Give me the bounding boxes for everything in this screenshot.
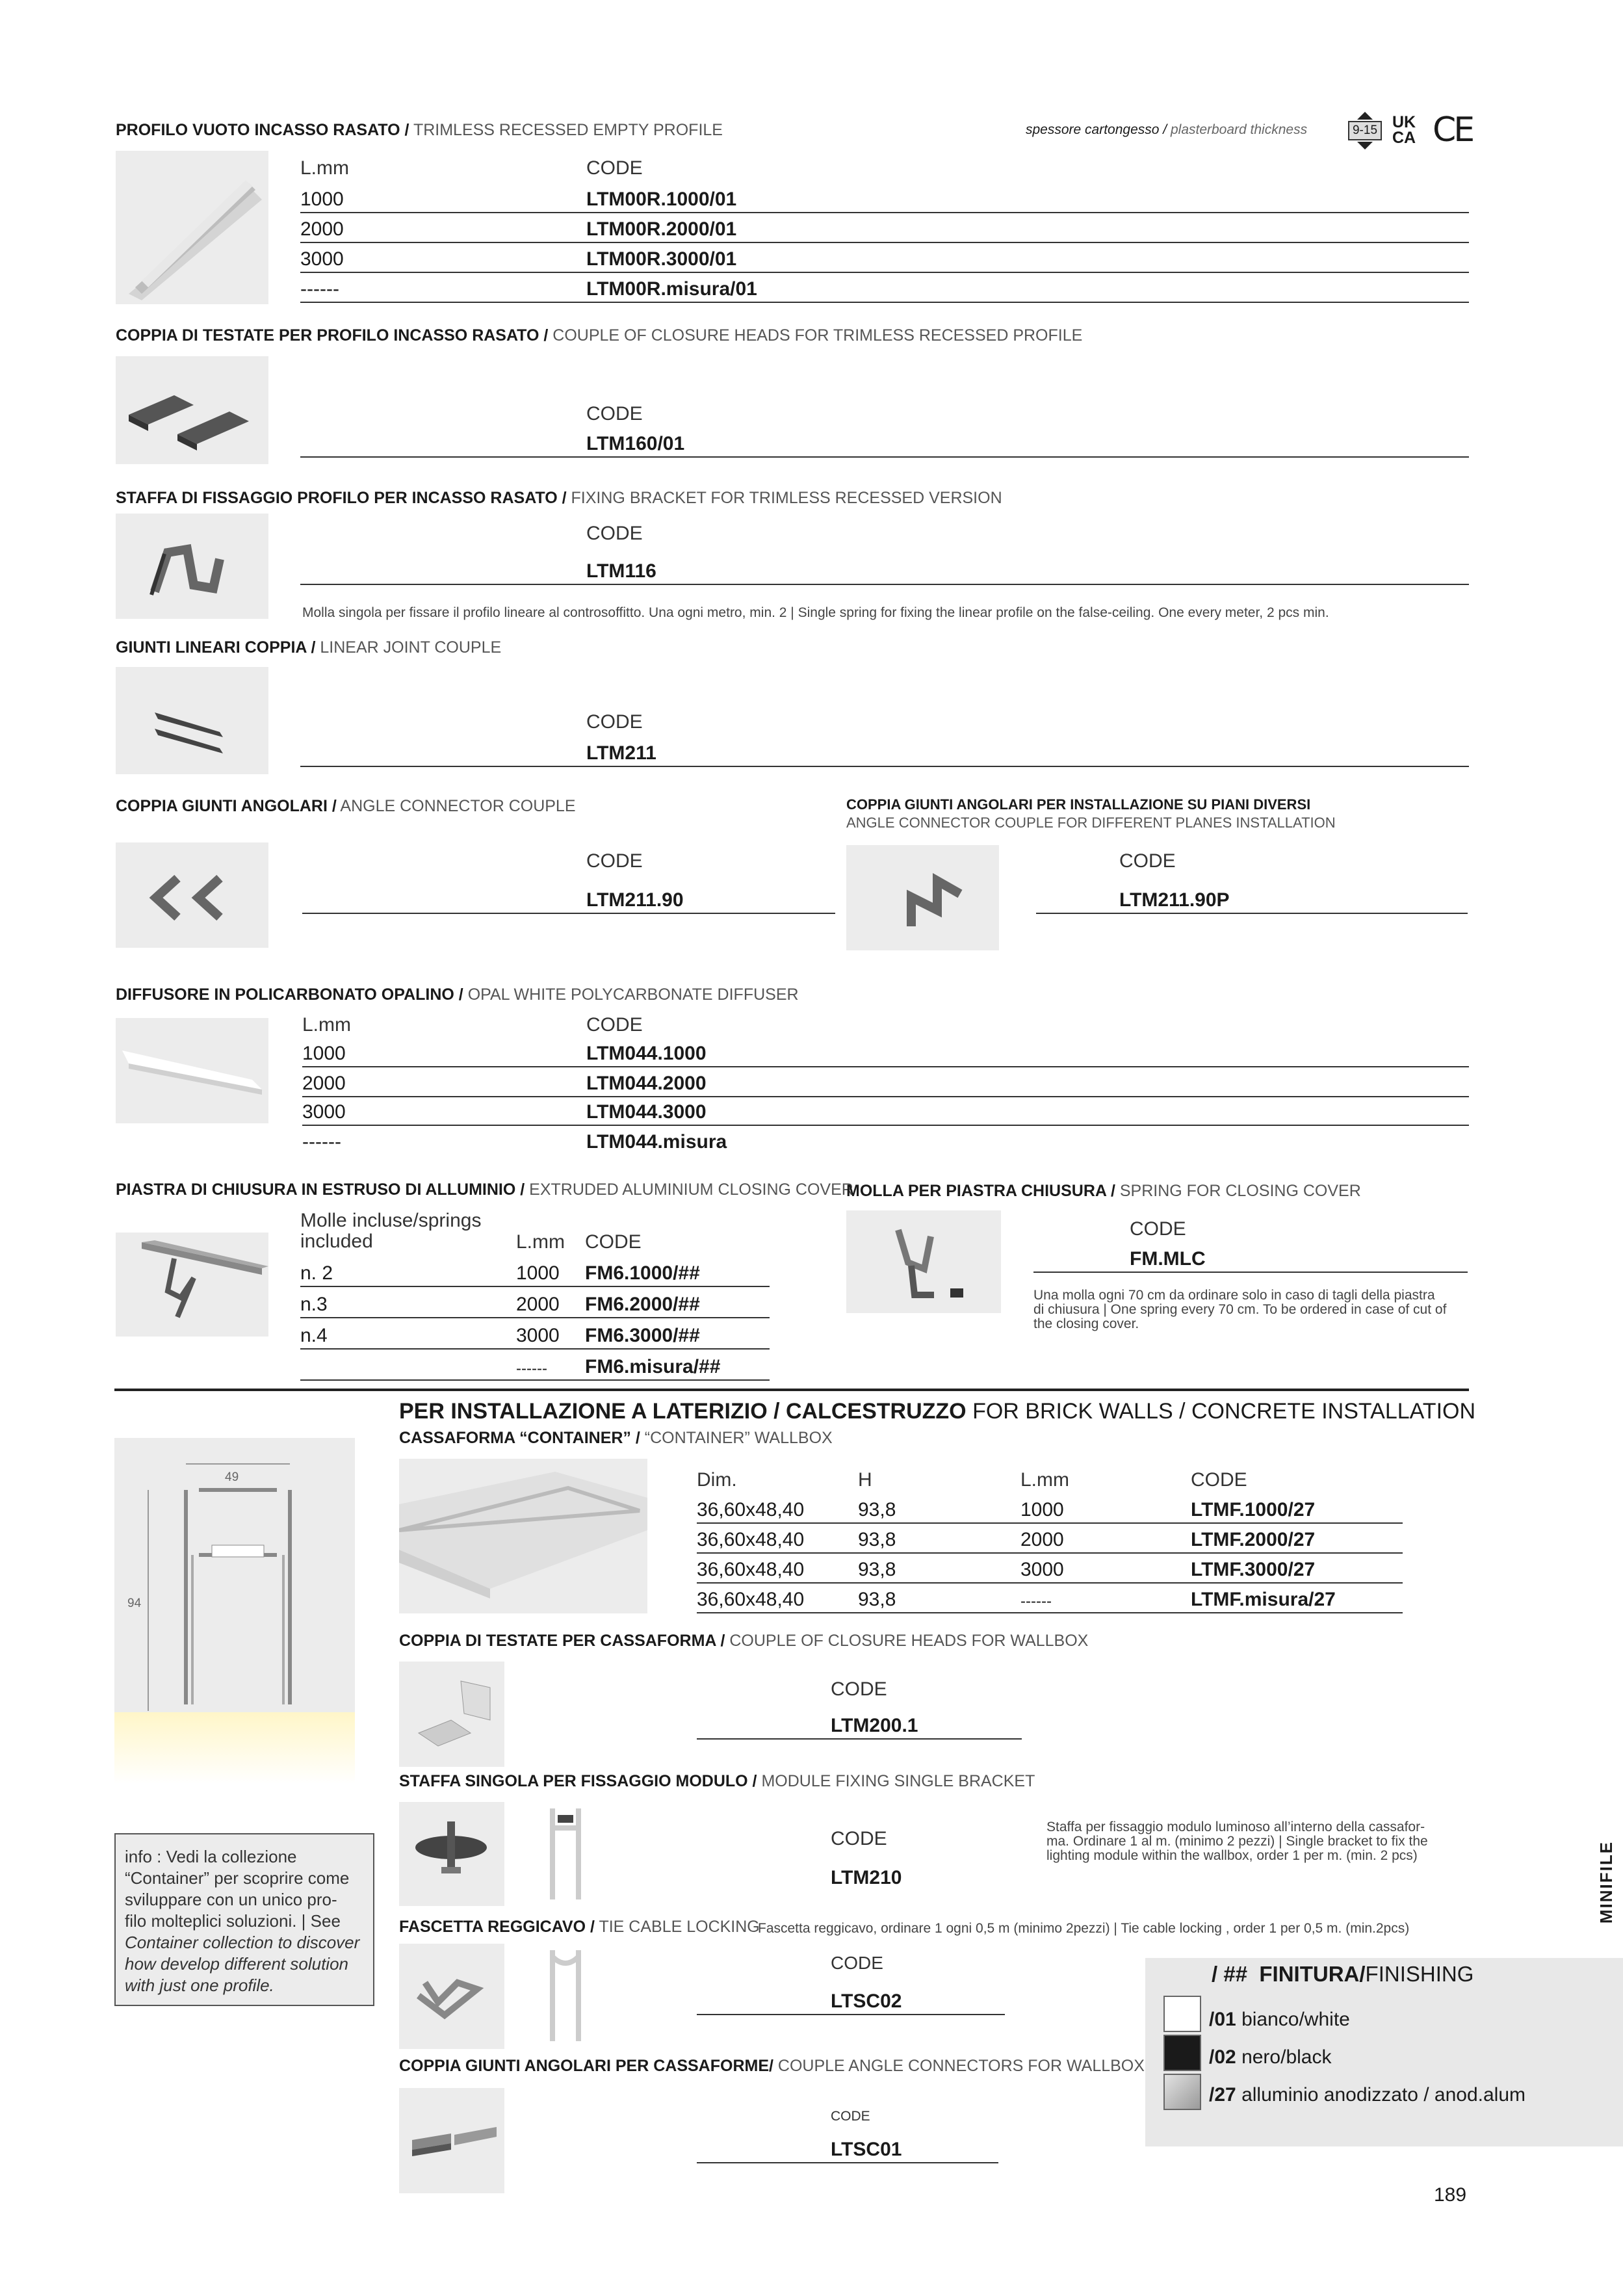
section-heading: COPPIA GIUNTI ANGOLARI / ANGLE CONNECTOR COUPLE [116, 797, 576, 815]
table-row: ------ LTM00R.misura/01 [300, 273, 1469, 303]
table-row: 36,60x48,40 93,8 2000 LTMF.2000/27 [697, 1524, 1403, 1554]
section-heading: CASSAFORMA “CONTAINER” / “CONTAINER” WALLBOX [399, 1429, 833, 1447]
col-code: CODE [586, 523, 643, 544]
table-row: n.4 3000 FM6.3000/## [300, 1318, 770, 1350]
col-h: H [858, 1469, 872, 1491]
section-heading: COPPIA DI TESTATE PER CASSAFORMA / COUPLE OF CLOSURE HEADS FOR WALLBOX [399, 1632, 1089, 1650]
col-length: L.mm [302, 1014, 351, 1036]
dimension-height: 94 [127, 1597, 142, 1610]
tie-cable-drawing [513, 1944, 617, 2049]
thickness-it: spessore cartongesso [1026, 122, 1160, 137]
diffuser-image [116, 1018, 268, 1123]
col-code: CODE [831, 1953, 883, 1973]
ukca-mark: UK CA [1392, 113, 1416, 147]
col-code: CODE [586, 1014, 643, 1036]
col-code: CODE [1191, 1469, 1247, 1491]
table-row: LTM211.90P [1036, 883, 1468, 914]
code-table [300, 185, 1469, 304]
col-code: CODE [586, 850, 643, 872]
swatch-black [1163, 2035, 1201, 2071]
bracket-note: Staffa per fissaggio modulo luminoso all’interno della cassafor- ma. Ordinare 1 al m. (minimo 2 pezzi) | Single bracket to fix the lighting module within the wallbox, order 1 per m. (min. 2 pcs) [1046, 1820, 1428, 1863]
table-row: LTSC01 [697, 2131, 998, 2163]
thickness-en: plasterboard thickness [1170, 122, 1308, 137]
col-code: CODE [831, 1828, 887, 1849]
brick-section-title: PER INSTALLAZIONE A LATERIZIO / CALCESTRUZZO FOR BRICK WALLS / CONCRETE INSTALLATION [399, 1399, 1476, 1424]
angle-connector-image [116, 842, 268, 948]
col-code: CODE [586, 711, 643, 733]
section-divider [114, 1389, 1469, 1391]
arrow-down-icon [1357, 142, 1373, 150]
col-length: L.mm [1020, 1469, 1069, 1491]
code-table [300, 1257, 770, 1381]
bracket-drawing [513, 1802, 617, 1906]
thickness-label: spessore cartongesso / plasterboard thickness [1026, 122, 1308, 137]
table-row: 2000 LTM044.2000 [302, 1067, 1469, 1097]
info-box: info : Vedi la collezione “Container” per scoprire come sviluppare con un unico pro- filo molteplici soluzioni. | See Container collection to discover how develop different solution with just one profile. [114, 1833, 374, 2006]
table-row: LTM211 [300, 737, 1469, 767]
closing-cover-image [116, 1233, 268, 1337]
table-row: FM.MLC [1033, 1243, 1468, 1273]
table-row: LTSC02 [697, 1984, 1005, 2015]
table-row: 3000 LTM00R.3000/01 [300, 243, 1469, 273]
table-row: 2000 LTM00R.2000/01 [300, 213, 1469, 243]
table-row: 36,60x48,40 93,8 3000 LTMF.3000/27 [697, 1554, 1403, 1584]
table-row: LTM116 [300, 554, 1469, 585]
table-row: 1000 LTM044.1000 [302, 1040, 1469, 1067]
col-dim: Dim. [697, 1469, 737, 1491]
table-row: LTM200.1 [697, 1707, 1022, 1740]
wallbox-heads-image [399, 1662, 504, 1767]
angle-connector-planes-image [846, 845, 999, 950]
section-heading: STAFFA SINGOLA PER FISSAGGIO MODULO / MODULE FIXING SINGLE BRACKET [399, 1772, 1035, 1790]
finish-item: /27 alluminio anodizzato / anod.alum [1209, 2084, 1526, 2106]
side-tab-label: MINIFILE [1596, 1840, 1617, 1924]
table-row: ------ FM6.misura/## [300, 1350, 770, 1381]
profile-image [116, 151, 268, 304]
table-row: LTM211.90 [302, 883, 835, 914]
col-code: CODE [831, 1678, 887, 1700]
swatch-aluminium [1163, 2074, 1201, 2110]
swatch-white [1163, 1996, 1201, 2032]
col-springs: Molle incluse/springs included [300, 1210, 482, 1252]
arrow-up-icon [1357, 112, 1373, 120]
table-row: n. 2 1000 FM6.1000/## [300, 1257, 770, 1287]
section-heading: MOLLA PER PIASTRA CHIUSURA / SPRING FOR CLOSING COVER [846, 1182, 1361, 1200]
col-code: CODE [1119, 850, 1176, 872]
section-heading: COPPIA GIUNTI ANGOLARI PER CASSAFORME/ COUPLE ANGLE CONNECTORS FOR WALLBOX [399, 2057, 1145, 2075]
ce-mark: CE [1433, 111, 1473, 150]
section-heading: PIASTRA DI CHIUSURA IN ESTRUSO DI ALLUMINIO / EXTRUDED ALUMINIUM CLOSING COVER [116, 1181, 853, 1199]
table-row: ------ LTM044.misura [302, 1131, 727, 1153]
col-code: CODE [831, 2109, 870, 2124]
table-row: 3000 LTM044.3000 [302, 1097, 1469, 1126]
spring-note: Una molla ogni 70 cm da ordinare solo in caso di tagli della piastra di chiusura | One spring every 70 cm. To be ordered in case of cut of the closing cover. [1033, 1288, 1447, 1331]
section-heading: GIUNTI LINEARI COPPIA / LINEAR JOINT COUPLE [116, 638, 502, 657]
spring-image [846, 1210, 1001, 1313]
fixing-bracket-image [116, 514, 268, 619]
fixing-note: Molla singola per fissare il profilo lineare al controsoffitto. Una ogni metro, min. 2 | Single spring for fixing the linear profile on the false-ceiling. One every meter, 2 pcs min. [302, 605, 1329, 620]
closure-heads-image [116, 356, 268, 464]
col-code: CODE [1130, 1218, 1186, 1240]
table-row: 1000 LTM00R.1000/01 [300, 185, 1469, 213]
table-row: n.3 2000 FM6.2000/## [300, 1287, 770, 1318]
col-length: L.mm [300, 157, 349, 179]
linear-joint-image [116, 667, 268, 774]
thickness-range-badge: 9-15 [1348, 121, 1382, 140]
col-code: CODE [585, 1231, 642, 1253]
page-number: 189 [1434, 2184, 1467, 2206]
dimension-width: 49 [225, 1470, 239, 1484]
section-heading: COPPIA DI TESTATE PER PROFILO INCASSO RASATO / COUPLE OF CLOSURE HEADS FOR TRIMLESS RECESSED PROFILE [116, 326, 1083, 345]
col-length: L.mm [516, 1231, 565, 1253]
wallbox-image [399, 1459, 647, 1613]
module-bracket-image [399, 1802, 504, 1906]
table-row: LTM160/01 [300, 428, 1469, 458]
table-row: LTM210 [831, 1867, 902, 1888]
code-table [697, 1495, 1403, 1613]
section-heading: COPPIA GIUNTI ANGOLARI PER INSTALLAZIONE SU PIANI DIVERSI ANGLE CONNECTOR COUPLE FOR DIFFERENT PLANES INSTALLATION [846, 796, 1336, 831]
section-heading: STAFFA DI FISSAGGIO PROFILO PER INCASSO RASATO / FIXING BRACKET FOR TRIMLESS RECESSED VERSION [116, 489, 1002, 507]
code-table [302, 1040, 1469, 1157]
tie-cable-image [399, 1944, 504, 2049]
finish-item: /02 nero/black [1209, 2046, 1332, 2068]
section-heading: FASCETTA REGGICAVO / TIE CABLE LOCKING [399, 1918, 760, 1936]
table-row: 36,60x48,40 93,8 1000 LTMF.1000/27 [697, 1495, 1403, 1524]
light-glow [114, 1712, 355, 1784]
finish-item: /01 bianco/white [1209, 2009, 1350, 2030]
section-heading: PROFILO VUOTO INCASSO RASATO / TRIMLESS RECESSED EMPTY PROFILE [116, 121, 723, 139]
col-code: CODE [586, 157, 643, 179]
col-code: CODE [586, 403, 643, 424]
wallbox-angle-image [399, 2088, 504, 2193]
cable-note: Fascetta reggicavo, ordinare 1 ogni 0,5 m (minimo 2pezzi) | Tie cable locking , order 1 per 0,5 m. (min.2pcs) [758, 1921, 1410, 1936]
finish-title: / ## FINITURA/FINISHING [1212, 1962, 1474, 1986]
section-heading: DIFFUSORE IN POLICARBONATO OPALINO / OPAL WHITE POLYCARBONATE DIFFUSER [116, 985, 799, 1004]
table-row: 36,60x48,40 93,8 ------ LTMF.misura/27 [697, 1584, 1403, 1613]
